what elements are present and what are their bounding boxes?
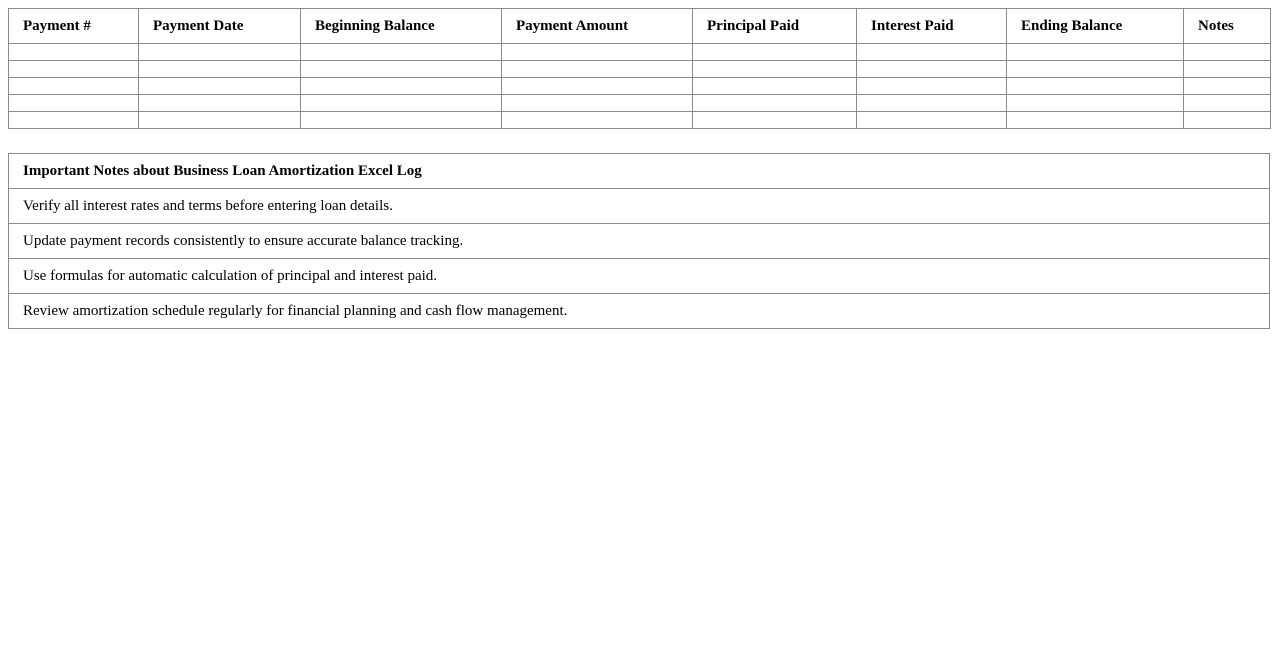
table-row — [9, 78, 1271, 95]
amortization-table-body — [9, 44, 1271, 129]
note-item: Use formulas for automatic calculation of principal and interest paid. — [9, 259, 1270, 294]
table-cell — [9, 78, 139, 95]
table-cell — [1007, 61, 1184, 78]
column-header-ending-balance: Ending Balance — [1007, 9, 1184, 44]
note-item: Verify all interest rates and terms before entering loan details. — [9, 189, 1270, 224]
amortization-table — [8, 8, 1271, 129]
table-cell — [139, 112, 301, 129]
column-header-principal-paid: Principal Paid — [693, 9, 857, 44]
table-cell — [693, 61, 857, 78]
table-cell — [1007, 95, 1184, 112]
table-cell — [857, 112, 1007, 129]
table-cell — [857, 44, 1007, 61]
table-cell — [693, 95, 857, 112]
note-row — [9, 224, 1270, 259]
note-item: Review amortization schedule regularly for financial planning and cash flow management. — [9, 294, 1270, 329]
table-cell — [1007, 112, 1184, 129]
document-body — [8, 8, 1270, 329]
table-cell — [1007, 78, 1184, 95]
table-cell — [1184, 78, 1271, 95]
column-header-payment-amount: Payment Amount — [502, 9, 693, 44]
table-cell — [1007, 44, 1184, 61]
table-cell — [139, 44, 301, 61]
table-cell — [502, 61, 693, 78]
table-cell — [301, 112, 502, 129]
table-cell — [502, 95, 693, 112]
table-row — [9, 112, 1271, 129]
column-header-beginning-balance: Beginning Balance — [301, 9, 502, 44]
table-cell — [301, 95, 502, 112]
table-row — [9, 95, 1271, 112]
table-cell — [693, 78, 857, 95]
table-cell — [1184, 61, 1271, 78]
table-cell — [9, 44, 139, 61]
table-cell — [9, 112, 139, 129]
table-cell — [1184, 112, 1271, 129]
table-cell — [301, 78, 502, 95]
table-header-row — [9, 9, 1271, 44]
note-row — [9, 294, 1270, 329]
table-cell — [1184, 44, 1271, 61]
table-cell — [1184, 95, 1271, 112]
table-cell — [693, 44, 857, 61]
table-cell — [502, 112, 693, 129]
table-cell — [857, 95, 1007, 112]
table-cell — [9, 95, 139, 112]
table-cell — [139, 61, 301, 78]
column-header-payment-number: Payment # — [9, 9, 139, 44]
column-header-interest-paid: Interest Paid — [857, 9, 1007, 44]
table-cell — [857, 78, 1007, 95]
table-cell — [139, 95, 301, 112]
table-cell — [502, 78, 693, 95]
note-row — [9, 259, 1270, 294]
note-row — [9, 189, 1270, 224]
table-cell — [139, 78, 301, 95]
table-cell — [857, 61, 1007, 78]
table-cell — [301, 61, 502, 78]
table-row — [9, 44, 1271, 61]
table-cell — [301, 44, 502, 61]
table-cell — [693, 112, 857, 129]
table-cell — [9, 61, 139, 78]
notes-heading: Important Notes about Business Loan Amortization Excel Log — [9, 154, 1270, 189]
note-item: Update payment records consistently to ensure accurate balance tracking. — [9, 224, 1270, 259]
notes-table — [8, 153, 1270, 329]
column-header-notes: Notes — [1184, 9, 1271, 44]
table-row — [9, 61, 1271, 78]
column-header-payment-date: Payment Date — [139, 9, 301, 44]
notes-heading-row — [9, 154, 1270, 189]
table-cell — [502, 44, 693, 61]
